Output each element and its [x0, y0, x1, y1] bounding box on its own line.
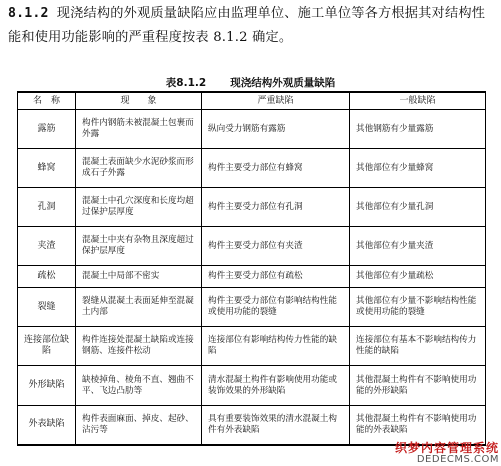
- cell-name: 疏松: [18, 266, 76, 288]
- cell-severe: 构件主要受力部位有影响结构性能或使用功能的裂缝: [202, 288, 350, 327]
- table-title: 现浇结构外观质量缺陷: [230, 77, 336, 89]
- cell-general: 其他钢筋有少量露筋: [350, 110, 486, 149]
- cell-name: 露筋: [18, 110, 76, 149]
- intro-paragraph: [8, 2, 498, 50]
- table-row: [18, 188, 486, 227]
- cell-severe: 清水混凝土构件有影响使用功能或装饰效果的外形缺陷: [202, 366, 350, 405]
- cell-severe: 构件主要受力部位有疏松: [202, 266, 350, 288]
- cell-general: 其他部位有少量孔洞: [350, 188, 486, 227]
- clause-number: 8.1.2: [8, 6, 49, 21]
- cell-severe: 构件主要受力部位有孔洞: [202, 188, 350, 227]
- table-row: [18, 110, 486, 149]
- cell-name: 外形缺陷: [18, 366, 76, 405]
- cell-general: 其他部位有少量疏松: [350, 266, 486, 288]
- header-general-defect: 一般缺陷: [350, 92, 486, 110]
- cell-severe: 构件主要受力部位有蜂窝: [202, 149, 350, 188]
- cell-phenomenon: 构件连接处混凝土缺陷或连接钢筋、连接件松动: [76, 327, 202, 366]
- cell-name: 裂缝: [18, 288, 76, 327]
- table-row: [18, 288, 486, 327]
- header-name: 名 称: [18, 92, 76, 110]
- cell-phenomenon: 混凝土中孔穴深度和长度均超过保护层厚度: [76, 188, 202, 227]
- defects-table: [17, 91, 486, 446]
- cell-severe: 连接部位有影响结构传力性能的缺陷: [202, 327, 350, 366]
- cell-severe: 具有重要装饰效果的清水混凝土构件有外表缺陷: [202, 405, 350, 445]
- cell-phenomenon: 裂缝从混凝土表面延伸至混凝土内部: [76, 288, 202, 327]
- cell-phenomenon: 混凝土表面缺少水泥砂浆而形成石子外露: [76, 149, 202, 188]
- cell-phenomenon: 混凝土中夹有杂物且深度超过保护层厚度: [76, 227, 202, 266]
- cell-general: 其他混凝土构件有不影响使用功能的外形缺陷: [350, 366, 486, 405]
- cell-name: 连接部位缺陷: [18, 327, 76, 366]
- cell-phenomenon: 构件内钢筋未被混凝土包裹而外露: [76, 110, 202, 149]
- table-row: [18, 327, 486, 366]
- table-row: [18, 227, 486, 266]
- cell-name: 外表缺陷: [18, 405, 76, 445]
- table-row: [18, 366, 486, 405]
- table-row: [18, 405, 486, 445]
- cell-name: 孔洞: [18, 188, 76, 227]
- watermark-url: DEDECMS.COM: [416, 454, 499, 465]
- cell-general: 连接部位有基本不影响结构传力性能的缺陷: [350, 327, 486, 366]
- cell-phenomenon: 混凝土中局部不密实: [76, 266, 202, 288]
- table-header-row: [18, 92, 486, 110]
- cell-general: 其他部位有少量不影响结构性能或使用功能的裂缝: [350, 288, 486, 327]
- cell-name: 夹渣: [18, 227, 76, 266]
- watermark-text: 织梦内容管理系统: [394, 441, 499, 455]
- table-caption: [0, 75, 501, 90]
- cell-severe: 纵向受力钢筋有露筋: [202, 110, 350, 149]
- cell-general: 其他混凝土构件有不影响使用功能的外表缺陷: [350, 405, 486, 445]
- cell-general: 其他部位有少量夹渣: [350, 227, 486, 266]
- site-watermark: [395, 442, 499, 466]
- table-number: 表8.1.2: [165, 77, 207, 89]
- cell-phenomenon: 构件表面麻面、掉皮、起砂、沾污等: [76, 405, 202, 445]
- cell-general: 其他部位有少量蜂窝: [350, 149, 486, 188]
- cell-phenomenon: 缺棱掉角、棱角不直、翘曲不平、飞边凸肋等: [76, 366, 202, 405]
- table-body: [18, 110, 486, 446]
- cell-name: 蜂窝: [18, 149, 76, 188]
- header-severe-defect: 严重缺陷: [202, 92, 350, 110]
- table-row: [18, 266, 486, 288]
- table-row: [18, 149, 486, 188]
- clause-text: 现浇结构的外观质量缺陷应由监理单位、施工单位等各方根据其对结构性能和使用功能影响的严重程度按表 8.1.2 确定。: [8, 6, 486, 45]
- header-phenomenon: 现 象: [76, 92, 202, 110]
- cell-severe: 构件主要受力部位有夹渣: [202, 227, 350, 266]
